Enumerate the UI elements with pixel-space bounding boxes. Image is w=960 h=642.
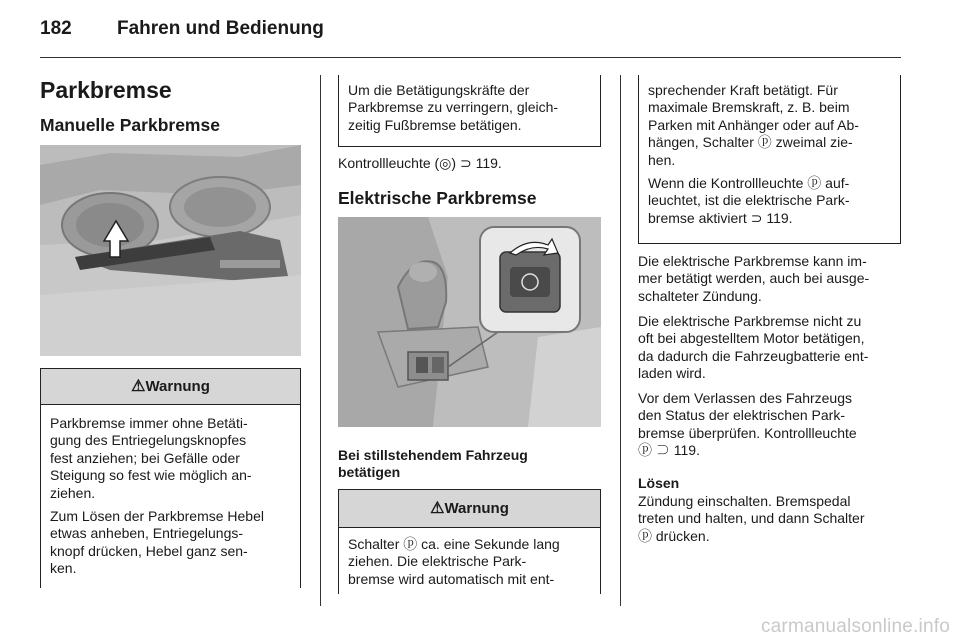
warning-title: Warnung [444, 500, 509, 517]
warning-para-1 [50, 415, 294, 502]
text-line: schalteter Zündung. [638, 287, 762, 304]
header-rule [40, 57, 901, 58]
chapter-title: Fahren und Bedienung [117, 18, 324, 39]
paragraph-verlassen [638, 390, 857, 460]
electric-parkbrake-illustration [338, 217, 601, 427]
text-line: zeitig Fußbremse betätigen. [348, 116, 522, 133]
manual-parkbrake-drawing [40, 145, 301, 356]
paragraph-immer-betaetigt [638, 253, 869, 305]
kontrollleuchte-ref [338, 155, 502, 172]
subheading-loesen: Lösen [638, 475, 680, 491]
text-line: sprechender Kraft betätigt. Für [648, 82, 838, 98]
brake-warning-icon: (◎) [434, 155, 457, 171]
text-line: betätigen [338, 464, 401, 480]
text-line: hängen, Schalter ⓟ zweimal zie- [648, 134, 853, 151]
text-line: leuchtet, ist die elektrische Park- [648, 192, 850, 209]
text-line: Parkbremse zu verringern, gleich- [348, 99, 559, 116]
warning-box-electric [338, 489, 601, 594]
page-number: 182 [40, 18, 72, 39]
warning-box-header [339, 490, 600, 528]
warning-title: Warnung [145, 378, 210, 395]
page-ref-link[interactable]: 119. [475, 155, 502, 171]
warning-para-2 [50, 508, 294, 578]
info-box-continued [338, 75, 601, 147]
text-line: Wenn die Kontrollleuchte ⓟ auf- [648, 175, 850, 192]
text-line: gung des Entriegelungsknopfes [50, 432, 247, 449]
text-line: ziehen. Die elektrische Park- [348, 553, 527, 570]
text-line: laden wird. [638, 365, 706, 382]
subheading-stillstehend [338, 447, 528, 481]
text-line: knopf drücken, Hebel ganz sen- [50, 542, 248, 559]
text-line: Zündung einschalten. Bremspedal [638, 493, 851, 509]
warning-box-continued [638, 75, 901, 244]
warning-triangle-icon: ⚠ [131, 378, 146, 395]
text-line: Schalter ⓟ ca. eine Sekunde lang [348, 536, 560, 552]
text-line: bremse aktiviert ⊃ 119. [648, 209, 793, 226]
text-line: ziehen. [50, 484, 96, 501]
text-line: ⓟ ⊃ 119. [638, 442, 700, 459]
watermark: carmanualsonline.info [760, 616, 950, 637]
electric-parkbrake-drawing [338, 217, 601, 427]
text-line: bremse überprüfen. Kontrollleuchte [638, 424, 857, 441]
text-line: mer betätigt werden, auch bei ausge- [638, 270, 870, 287]
warning-box-manual [40, 368, 301, 588]
column-divider-1 [320, 75, 321, 606]
text-line: maximale Bremskraft, z. B. beim [648, 99, 850, 116]
text-line: Bei stillstehendem Fahrzeug [338, 447, 528, 463]
text-line: ⓟ drücken. [638, 527, 710, 544]
text-line: Parken mit Anhänger oder auf Ab- [648, 116, 859, 133]
text-line: Vor dem Verlassen des Fahrzeugs [638, 390, 853, 406]
text-line: ken. [50, 560, 77, 577]
text-line: Steigung so fest wie möglich an- [50, 467, 252, 484]
page-ref-arrow-icon: ⊃ [459, 155, 472, 171]
warning-continued-para-2 [648, 175, 859, 227]
text-line: bremse wird automatisch mit ent- [348, 570, 555, 587]
text-line: Zum Lösen der Parkbremse Hebel [50, 508, 264, 525]
kontroll-label: Kontrollleuchte [338, 155, 431, 171]
subheading-elektrische-parkbremse: Elektrische Parkbremse [338, 188, 537, 208]
subheading-manuelle-parkbremse: Manuelle Parkbremse [40, 115, 220, 135]
text-line: da dadurch die Fahrzeugbatterie ent- [638, 347, 869, 364]
text-line: oft bei abgestelltem Motor betätigen, [638, 330, 865, 347]
section-heading-parkbremse: Parkbremse [40, 77, 172, 103]
text-line: Die elektrische Parkbremse kann im- [638, 253, 867, 269]
text-line: Die elektrische Parkbremse nicht zu [638, 313, 862, 329]
warning-triangle-icon: ⚠ [430, 500, 445, 517]
column-divider-2 [620, 75, 621, 606]
warning-body [50, 415, 294, 578]
text-line: etwas anheben, Entriegelungs- [50, 525, 244, 542]
text-line: den Status der elektrischen Park- [638, 407, 845, 424]
paragraph-nicht-zu-oft [638, 313, 868, 383]
warning-box-header [41, 369, 300, 405]
manual-parkbrake-illustration [40, 145, 301, 356]
text-line: hen. [648, 151, 676, 168]
text-line: Um die Betätigungskräfte der [348, 82, 530, 98]
text-line: fest anziehen; bei Gefälle oder [50, 449, 240, 466]
warning-continued-text [648, 82, 859, 227]
text-line: treten und halten, und dann Schalter [638, 510, 865, 527]
warning-body [348, 536, 594, 588]
info-box-text [348, 82, 558, 134]
text-line: Parkbremse immer ohne Betäti- [50, 415, 248, 431]
paragraph-loesen [638, 493, 865, 545]
